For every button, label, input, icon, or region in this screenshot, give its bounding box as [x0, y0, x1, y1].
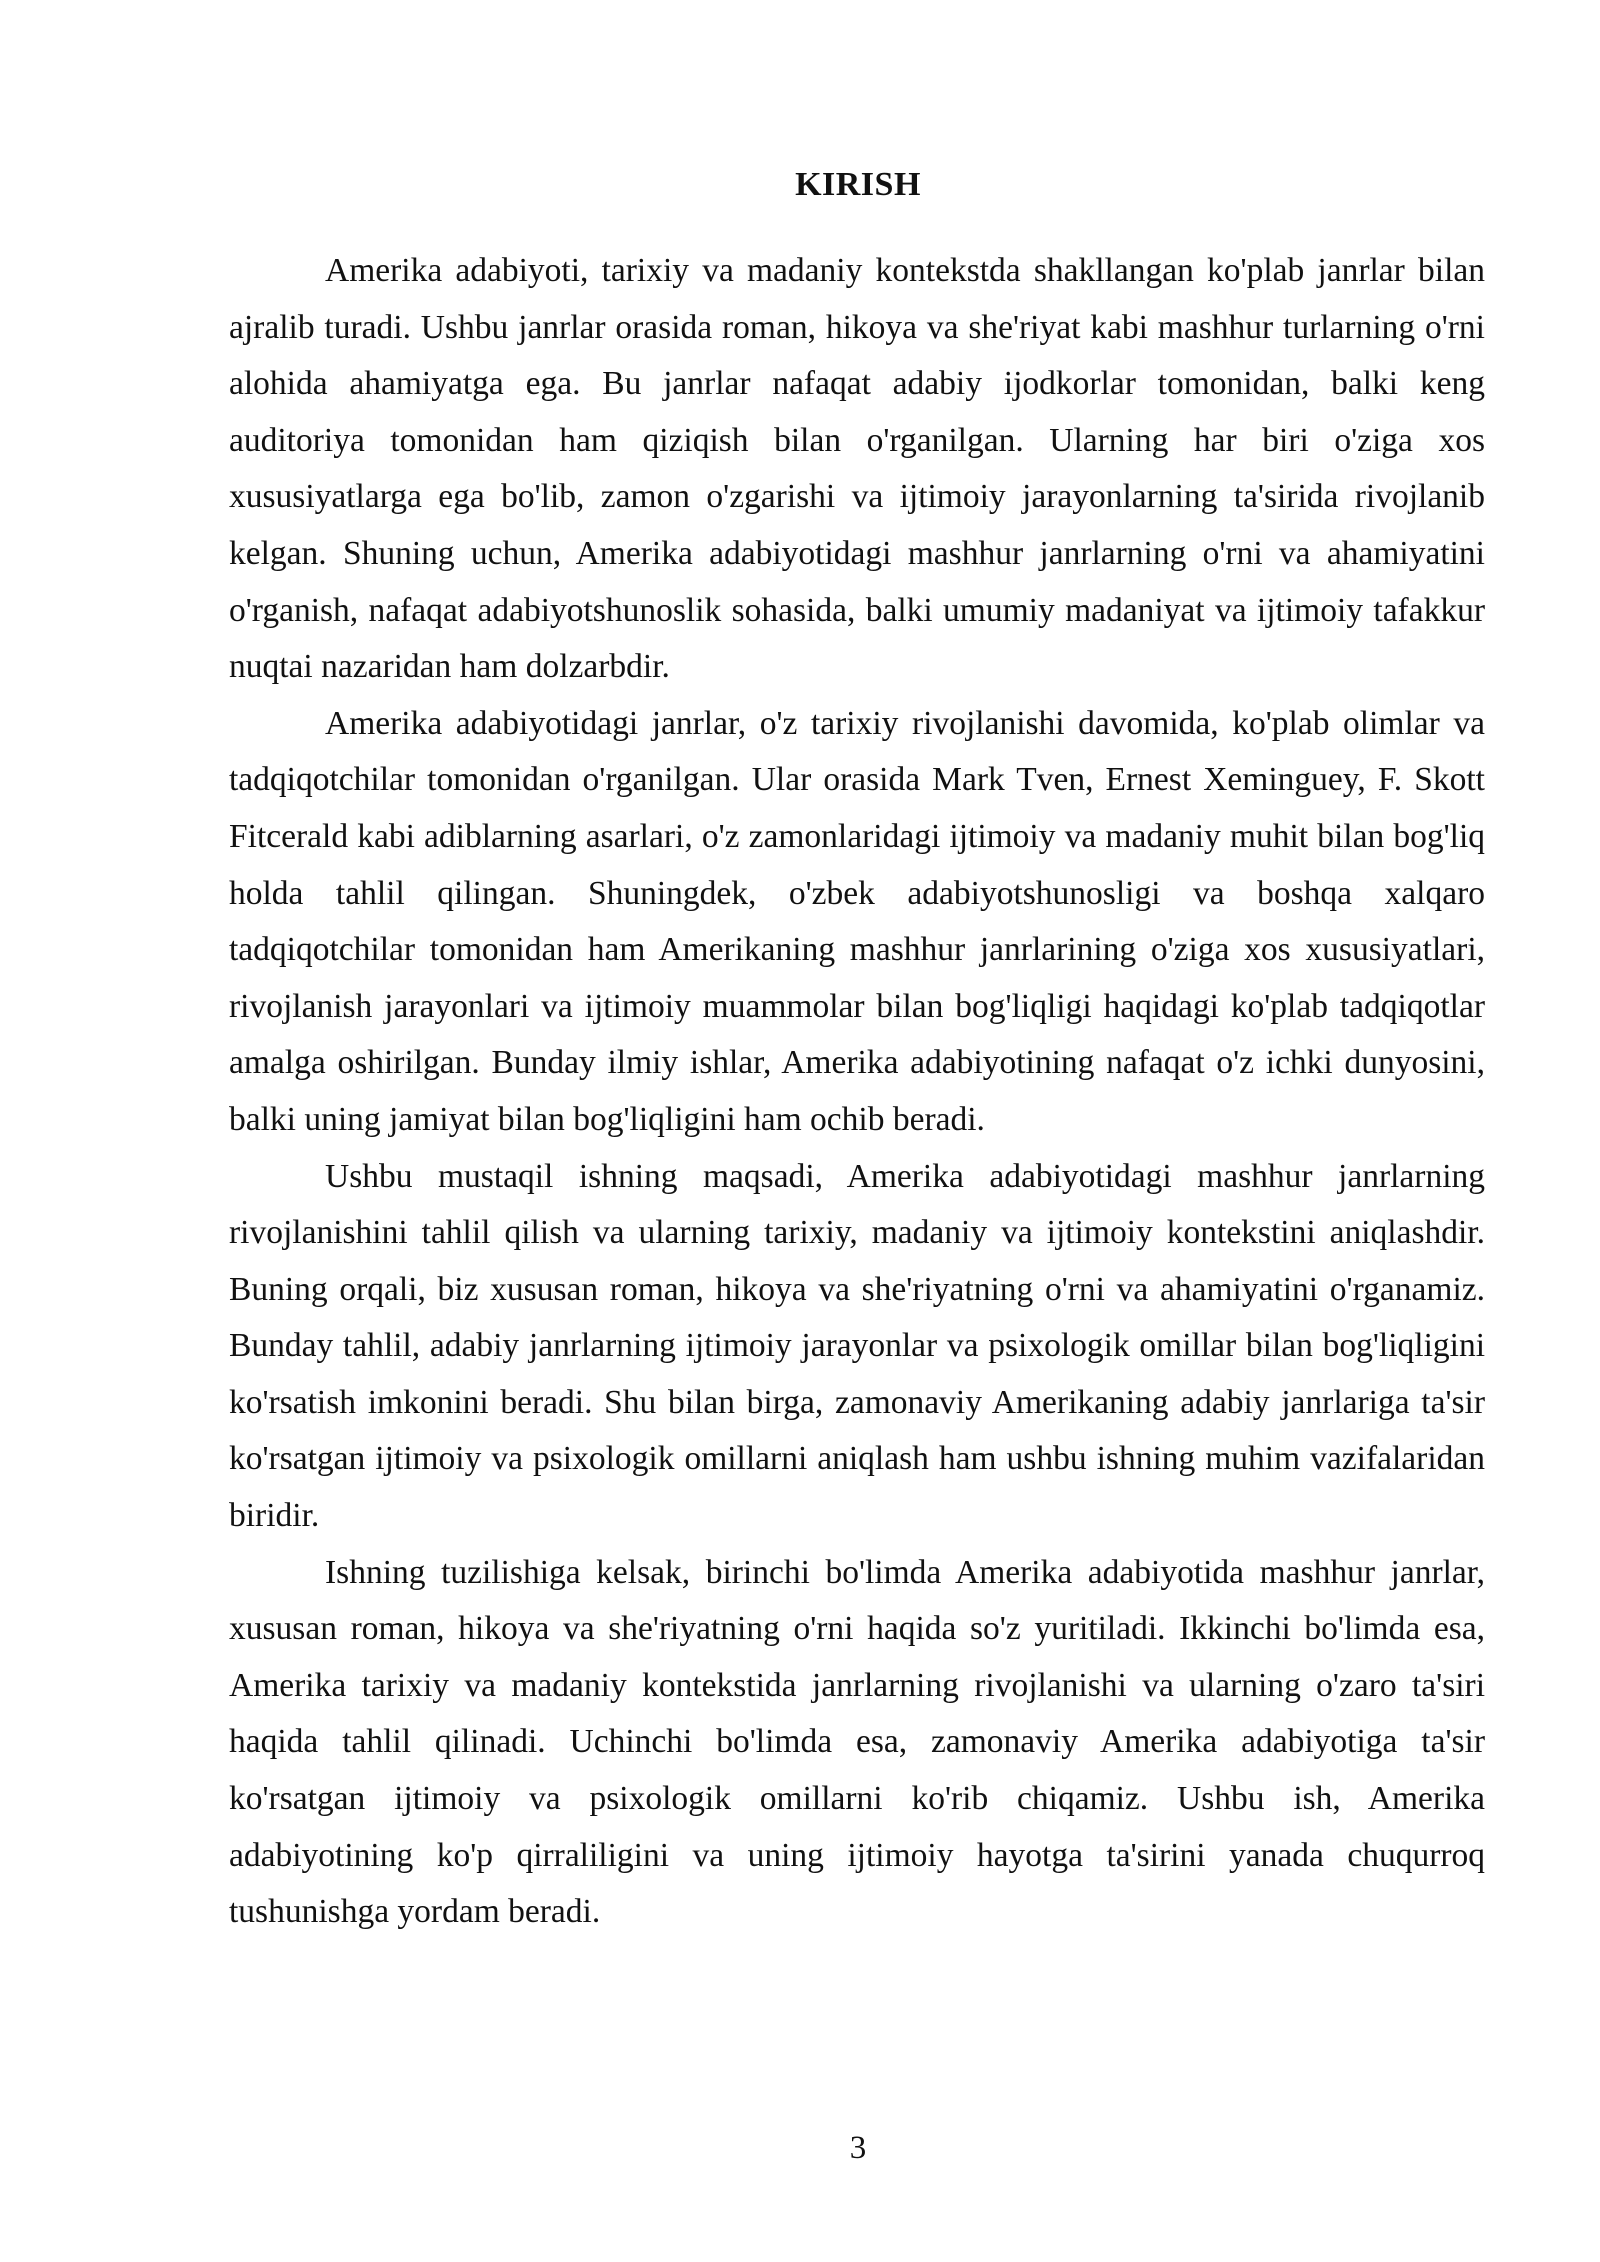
paragraph-3: Ushbu mustaqil ishning maqsadi, Amerika adabiyotidagi mashhur janrlarning rivojlanishini tahlil qilish va ularning tarixiy, madaniy va ijtimoiy kontekstini aniqlashdir. Buning orqali, biz xususan roman, hikoya va she'riyatning o'rni va ahamiyatini o'rganamiz. Bunday tahlil, adabiy janrlarning ijtimoiy jarayonlar va psixologik omillar bilan bog'liqligini ko'rsatish imkonini beradi. Shu bilan birga, zamonaviy Amerikaning adabiy janrlariga ta'sir ko'rsatgan ijtimoiy va psixologik omillarni aniqlash ham ushbu ishning muhim vazifalaridan biridir.	[229, 1157, 1485, 1535]
page-number: 3	[849, 2130, 867, 2166]
paragraph-1: Amerika adabiyoti, tarixiy va madaniy kontekstda shakllangan ko'plab janrlar bilan ajralib turadi. Ushbu janrlar orasida roman, hikoya va she'riyat kabi mashhur turlarning o'rni alohida ahamiyatga ega. Bu janrlar nafaqat adabiy ijodkorlar tomonidan, balki keng auditoriya tomonidan ham qiziqish bilan o'rganilgan. Ularning har biri o'ziga xos xususiyatlarga ega bo'lib, zamon o'zgarishi va ijtimoiy jarayonlarning ta'sirida rivojlanib kelgan. Shuning uchun, Amerika adabiyotidagi mashhur janrlarning o'rni va ahamiyatini o'rganish, nafaqat adabiyotshunoslik sohasida, balki umumiy madaniyat va ijtimoiy tafakkur nuqtai nazaridan ham dolzarbdir.	[229, 252, 1485, 686]
page-title: KIRISH	[795, 166, 921, 203]
paragraph-4: Ishning tuzilishiga kelsak, birinchi bo'limda Amerika adabiyotida mashhur janrlar, xususan roman, hikoya va she'riyatning o'rni haqida so'z yuritiladi. Ikkinchi bo'limda esa, Amerika tarixiy va madaniy kontekstida janrlarning rivojlanishi va ularning o'zaro ta'siri haqida tahlil qilinadi. Uchinchi bo'limda esa, zamonaviy Amerika adabiyotiga ta'sir ko'rsatgan ijtimoiy va psixologik omillarni ko'rib chiqamiz. Ushbu ish, Amerika adabiyotining ko'p qirraliligini va uning ijtimoiy hayotga ta'sirini yanada chuqurroq tushunishga yordam beradi.	[229, 1553, 1485, 1931]
paragraph-2: Amerika adabiyotidagi janrlar, o'z tarixiy rivojlanishi davomida, ko'plab olimlar va tadqiqotchilar tomonidan o'rganilgan. Ular orasida Mark Tven, Ernest Xeminguey, F. Skott Fitcerald kabi adiblarning asarlari, o'z zamonlaridagi ijtimoiy va madaniy muhit bilan bog'liq holda tahlil qilingan. Shuningdek, o'zbek adabiyotshunosligi va boshqa xalqaro tadqiqotchilar tomonidan ham Amerikaning mashhur janrlarining o'ziga xos xususiyatlari, rivojlanish jarayonlari va ijtimoiy muammolar bilan bog'liqligi haqidagi ko'plab tadqiqotlar amalga oshirilgan. Bunday ilmiy ishlar, Amerika adabiyotining nafaqat o'z ichki dunyosini, balki uning jamiyat bilan bog'liqligini ham ochib beradi.	[229, 704, 1485, 1138]
body-text	[229, 243, 1485, 1941]
